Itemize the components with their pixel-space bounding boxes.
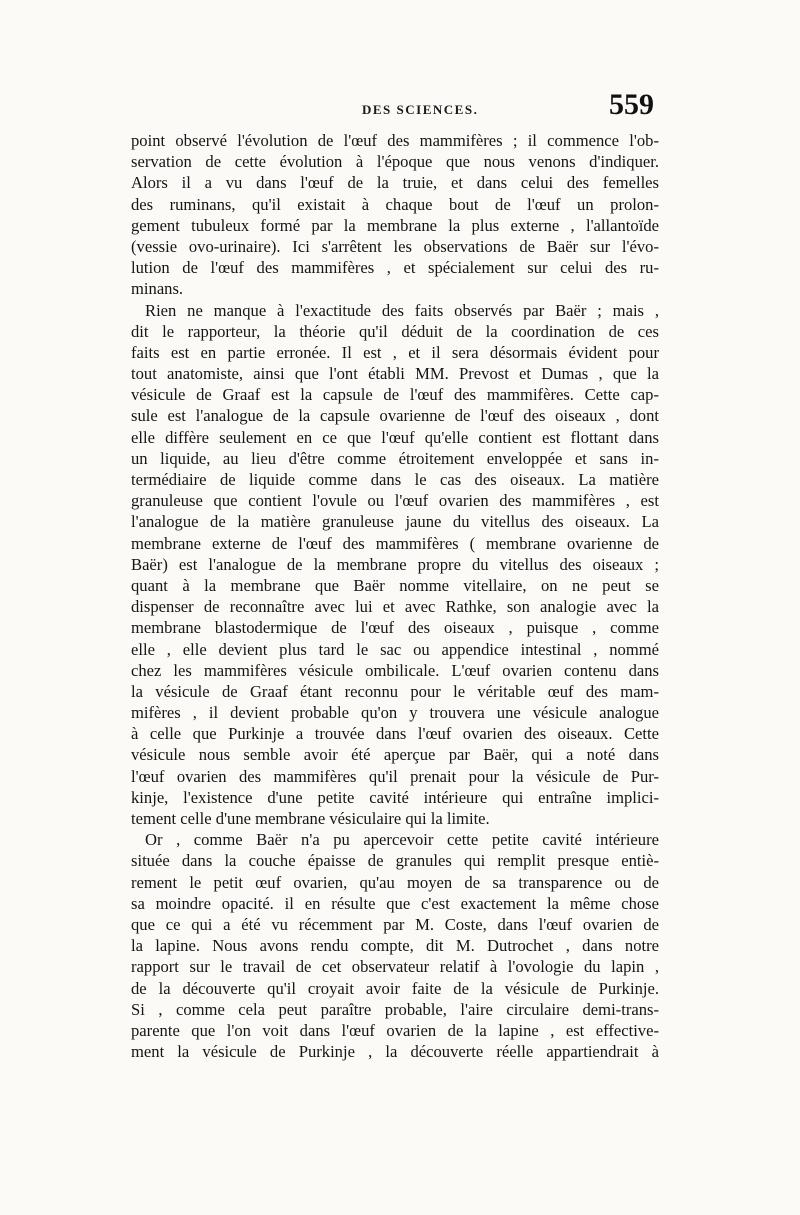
- text-line: membrane blastodermique de l'œuf des oiseaux , puisque , comme: [131, 618, 659, 638]
- text-line: (vessie ovo-urinaire). Ici s'arrêtent les observations de Baër sur l'évo-: [131, 236, 659, 256]
- text-line: que ce qui a été vu récemment par M. Coste, dans l'œuf ovarien de: [131, 914, 659, 934]
- text-line: la vésicule de Graaf étant reconnu pour le véritable œuf des mam-: [131, 681, 659, 701]
- text-line: granuleuse que contient l'ovule ou l'œuf ovarien des mammifères , est: [131, 491, 659, 511]
- text-line: à celle que Purkinje a trouvée dans l'œuf ovarien des oiseaux. Cette: [131, 724, 659, 744]
- text-line: l'œuf ovarien des mammifères qu'il prenait pour la vésicule de Pur-: [131, 766, 659, 786]
- text-line: Si , comme cela peut paraître probable, l'aire circulaire demi-trans-: [131, 999, 659, 1019]
- text-line: servation de cette évolution à l'époque que nous venons d'indiquer.: [131, 152, 659, 172]
- text-line: sule est l'analogue de la capsule ovarienne de l'œuf des oiseaux , dont: [131, 406, 659, 426]
- text-line: membrane externe de l'œuf des mammifères ( membrane ovarienne de: [131, 533, 659, 553]
- text-line: minans.: [131, 279, 184, 299]
- text-line: parente que l'on voit dans l'œuf ovarien de la lapine , est effective-: [131, 1020, 659, 1040]
- text-line: rement le petit œuf ovarien, qu'au moyen de sa transparence ou de: [131, 872, 659, 892]
- running-head: DES SCIENCES.: [362, 102, 479, 117]
- text-line: gement tubuleux formé par la membrane la plus externe , l'allantoïde: [131, 215, 659, 235]
- text-line: kinje, l'existence d'une petite cavité intérieure qui entraîne implici-: [131, 787, 659, 807]
- text-line: lution de l'œuf des mammifères , et spécialement sur celui des ru-: [131, 258, 659, 278]
- text-line: un liquide, au lieu d'être comme étroitement enveloppée et sans in-: [131, 448, 659, 468]
- text-line: elle , elle devient plus tard le sac ou appendice intestinal , nommé: [131, 639, 659, 659]
- text-line: rapport sur le travail de cet observateur relatif à l'ovologie du lapin ,: [131, 957, 659, 977]
- text-line: vésicule nous semble avoir été aperçue par Baër, qui a noté dans: [131, 745, 659, 765]
- text-line: Rien ne manque à l'exactitude des faits observés par Baër ; mais ,: [145, 300, 659, 320]
- page-header: [130, 88, 660, 124]
- text-line: de la découverte qu'il croyait avoir faite de la vésicule de Purkinje.: [131, 978, 659, 998]
- text-line: quant à la membrane que Baër nomme vitellaire, on ne peut se: [131, 575, 659, 595]
- text-line: ment la vésicule de Purkinje , la découverte réelle appartiendrait à: [131, 1042, 659, 1062]
- text-line: elle diffère seulement en ce que l'œuf qu'elle contient est flottant dans: [131, 427, 659, 447]
- text-line: dispenser de reconnaître avec lui et avec Rathke, son analogie avec la: [131, 597, 659, 617]
- text-line: vésicule de Graaf est la capsule de l'œuf des mammifères. Cette cap-: [131, 385, 659, 405]
- text-line: chez les mammifères vésicule ombilicale. L'œuf ovarien contenu dans: [131, 660, 659, 680]
- text-line: l'analogue de la matière granuleuse jaune du vitellus des oiseaux. La: [131, 512, 659, 532]
- page-number: 559: [609, 88, 654, 121]
- text-line: Baër) est l'analogue de la membrane propre du vitellus des oiseaux ;: [131, 554, 659, 574]
- text-line: située dans la couche épaisse de granules qui remplit presque entiè-: [131, 851, 659, 871]
- text-line: sa moindre opacité. il en résulte que c'est exactement la même chose: [131, 893, 659, 913]
- text-line: faits est en partie erronée. Il est , et il sera désormais évident pour: [131, 342, 659, 362]
- body-text: [131, 130, 659, 1062]
- text-line: point observé l'évolution de l'œuf des mammifères ; il commence l'ob-: [131, 131, 659, 150]
- text-line: tout anatomiste, ainsi que l'ont établi MM. Prevost et Dumas , que la: [131, 364, 659, 384]
- text-line: des ruminans, qu'il existait à chaque bout de l'œuf un prolon-: [131, 194, 659, 214]
- text-line: mifères , il devient probable qu'on y trouvera une vésicule analogue: [131, 703, 659, 723]
- text-line: Or , comme Baër n'a pu apercevoir cette petite cavité intérieure: [145, 830, 659, 850]
- text-line: la lapine. Nous avons rendu compte, dit M. Dutrochet , dans notre: [131, 936, 659, 956]
- text-line: Alors il a vu dans l'œuf de la truie, et dans celui des femelles: [131, 173, 659, 193]
- text-line: tement celle d'une membrane vésiculaire qui la limite.: [131, 809, 490, 828]
- text-line: termédiaire de liquide comme dans le cas des oiseaux. La matière: [131, 470, 659, 489]
- text-line: dit le rapporteur, la théorie qu'il déduit de la coordination de ces: [131, 321, 659, 341]
